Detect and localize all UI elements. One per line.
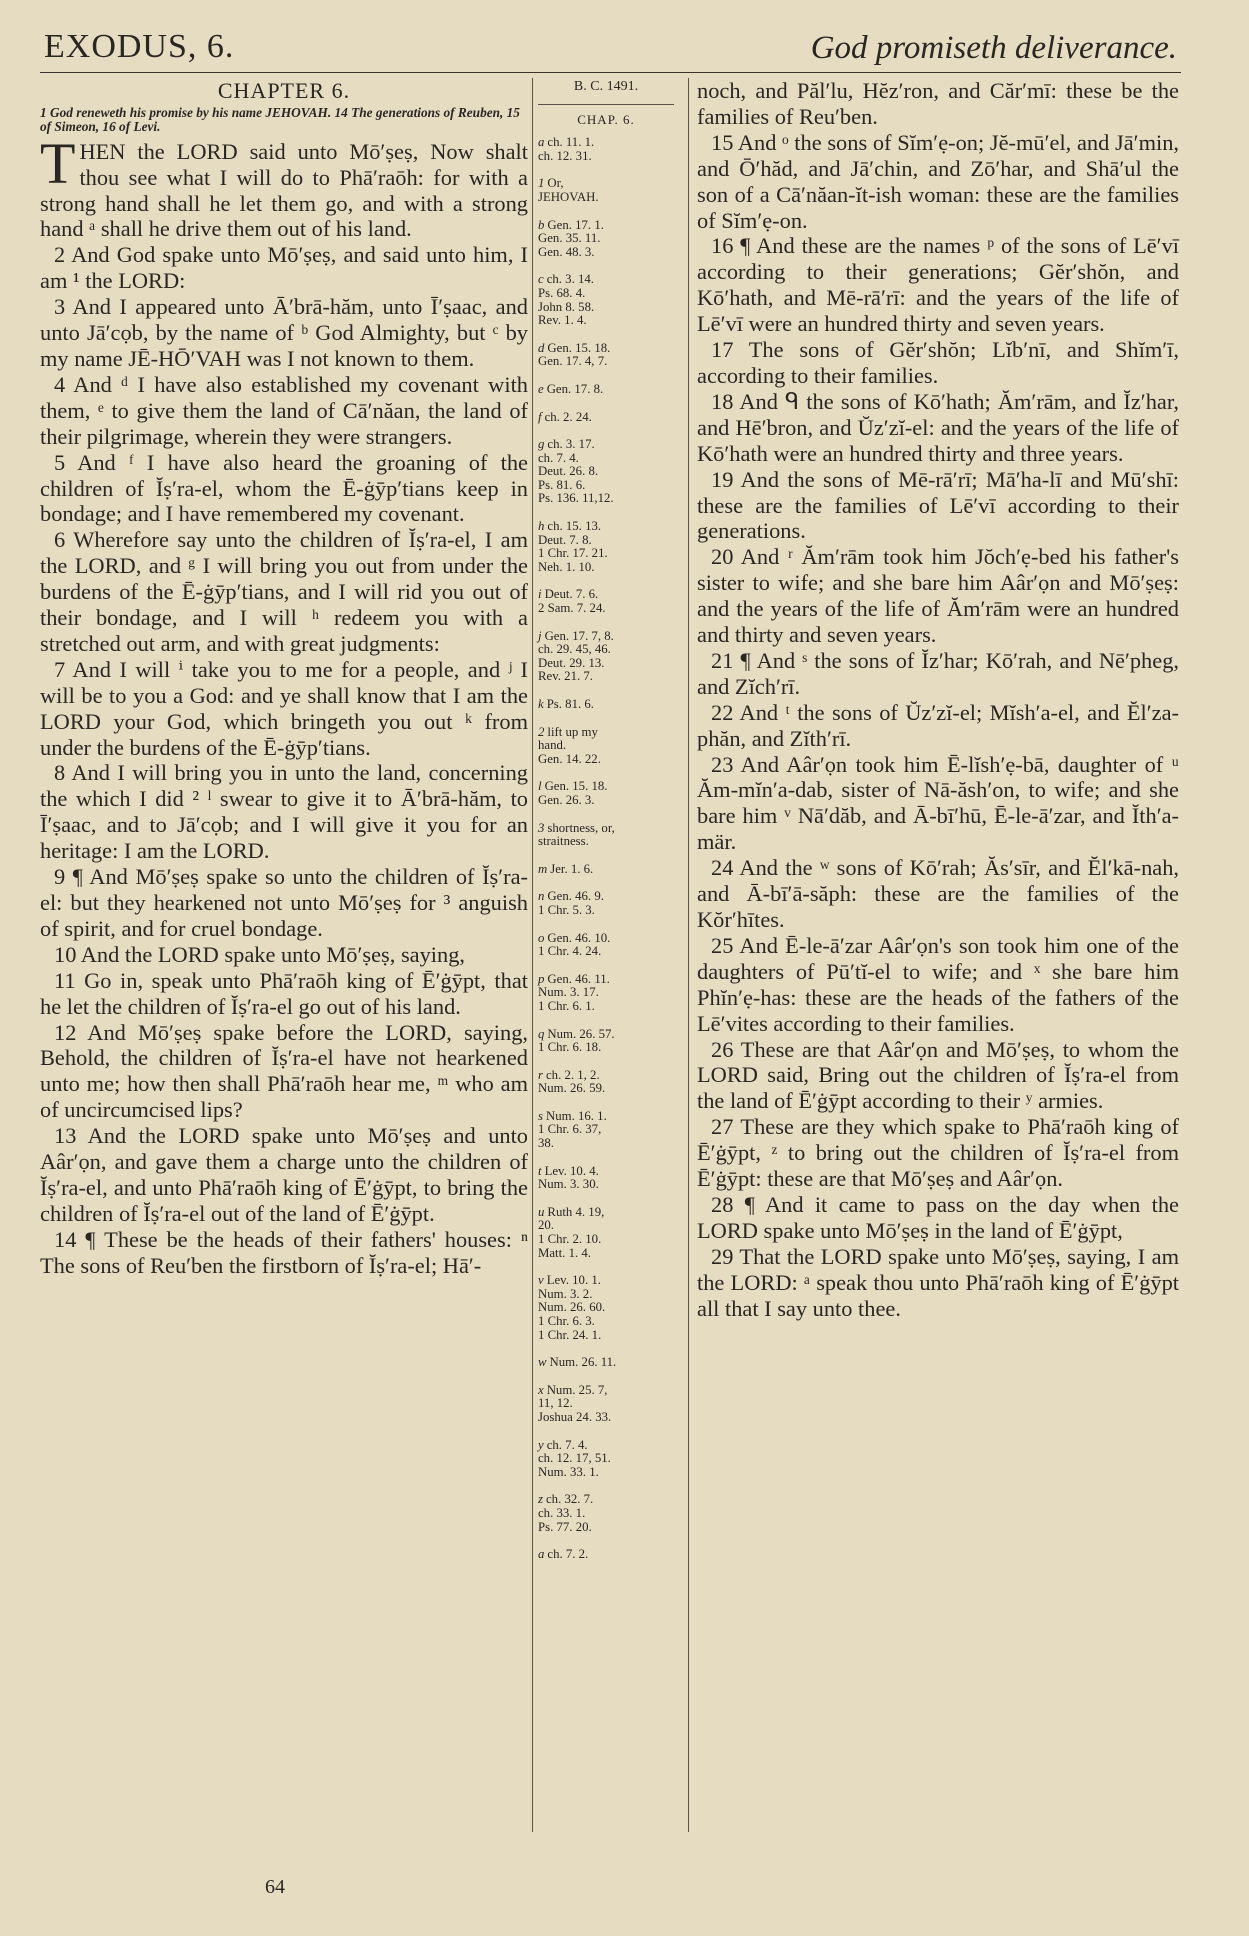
verse-text: 20 And ʳ Ăm′rām took him Jŏch′ẹ-bed his father's sister to wife; and she bare him Aâr′ọn and Mō′ṣeṣ: and the years of the life of Ăm′rām were an hundred and thirty and seven years. xyxy=(697,544,1179,648)
note-mark: 1 xyxy=(538,176,545,191)
margin-note xyxy=(538,890,674,917)
verse-text: 27 These are they which spake to Phā′raōh king of Ē′ġȳpt, ᶻ to bring out the children of Ĭṣ′ra-el from Ē′ġȳpt: these are that Mō′ṣeṣ and Aâr′ọn. xyxy=(697,1114,1179,1192)
verse-text: 13 And the LORD spake unto Mō′ṣeṣ and unto Aâr′ọn, and gave them a charge unto the children of Ĭṣ′ra-el, and unto Phā′raōh king of Ē′ġȳpt, to bring the children of Ĭṣ′ra-el out of the land of Ē′ġȳpt. xyxy=(40,1123,528,1226)
verse xyxy=(40,450,528,528)
margin-note xyxy=(538,1110,674,1151)
verse xyxy=(40,864,528,942)
verse-text: 7 And I will ⁱ take you to me for a people, and ʲ I will be to you a God: and ye shall know that I am the LORD your God, which bringeth you out ᵏ from under the burdens of the Ē-ġȳp′tians. xyxy=(40,656,528,760)
margin-references xyxy=(538,80,674,1576)
left-text-column xyxy=(40,78,528,1279)
verse-text: 9 ¶ And Mō′ṣeṣ spake so unto the children of Ĭṣ′ra-el: but they hearkened not unto Mō′ṣeṣ for ³ anguish of spirit, and for cruel bondage. xyxy=(40,864,528,941)
note-mark: p xyxy=(538,971,545,986)
verse-text: noch, and Păl′lu, Hĕz′ron, and Căr′mī: these be the families of Reu′ben. xyxy=(697,78,1179,129)
note-mark: b xyxy=(538,217,545,232)
verse xyxy=(40,527,528,657)
note-reference: Deut. 7. 6. 2 Sam. 7. 24. xyxy=(538,587,606,616)
note-reference: Jer. 1. 6. xyxy=(550,861,594,876)
margin-note xyxy=(538,438,674,506)
verse-text: 3 And I appeared unto Ā′brā-hăm, unto Ī′ṣaac, and unto Jā′cọb, by the name of ᵇ God Almighty, but ᶜ by my name JĒ-HŌ′VAH was I not known to them. xyxy=(40,294,528,371)
verse-text: 19 And the sons of Mē-rā′rī; Mā′ha-lī and Mū′shī: these are the families of Lē′vī according to their generations. xyxy=(697,466,1179,544)
note-reference: Num. 16. 1. 1 Chr. 6. 37, 38. xyxy=(538,1108,607,1151)
verse xyxy=(697,752,1179,856)
note-reference: Lev. 10. 4. Num. 3. 30. xyxy=(538,1163,599,1192)
note-mark: x xyxy=(538,1382,544,1397)
note-reference: Num. 26. 57. 1 Chr. 6. 18. xyxy=(538,1026,615,1055)
margin-note xyxy=(538,780,674,807)
note-mark: z xyxy=(538,1492,543,1507)
verse-text: 24 And the ʷ sons of Kō′rah; Ăs′sīr, and Ĕl′kā-nah, and Ā-bī′ā-săph: these are the families of the Kŏr′hītes. xyxy=(697,855,1179,932)
note-reference: ch. 2. 1, 2. Num. 26. 59. xyxy=(538,1067,606,1096)
note-mark: n xyxy=(538,889,545,904)
verse-text: 2 And God spake unto Mō′ṣeṣ, and said unto him, I am ¹ the LORD: xyxy=(40,242,528,294)
note-mark: e xyxy=(538,381,544,396)
margin-note xyxy=(538,726,674,767)
verse-text: 12 And Mō′ṣeṣ spake before the LORD, saying, Behold, the children of Ĭṣ′ra-el have not hearkened unto me; how then shall Phā′raōh hear me, ᵐ who am of uncircumcised lips? xyxy=(40,1019,528,1123)
note-reference: ch. 7. 4. ch. 12. 17, 51. Num. 33. 1. xyxy=(538,1437,611,1479)
margin-note xyxy=(538,1356,674,1370)
verse-text: 25 And Ē-le-ā′zar Aâr′ọn's son took him one of the daughters of Pū′tĭ-el to wife; and ˣ she bare him Phĭn′ẹ-has: these are the heads of the fathers of the Lē′vites according to their families. xyxy=(697,932,1179,1036)
note-reference: ch. 11. 1. ch. 12. 31. xyxy=(538,135,595,163)
margin-rule xyxy=(538,104,674,105)
note-reference: Gen. 17. 1. Gen. 35. 11. Gen. 48. 3. xyxy=(538,217,604,259)
note-reference: ch. 3. 14. Ps. 68. 4. John 8. 58. Rev. 1. 4. xyxy=(538,272,595,328)
note-reference: ch. 7. 2. xyxy=(547,1547,589,1562)
verse xyxy=(697,855,1179,933)
note-reference: Ps. 81. 6. xyxy=(546,697,594,711)
verse xyxy=(40,130,528,243)
note-mark: a xyxy=(538,1547,545,1562)
note-mark: m xyxy=(538,861,548,876)
verse-text: HEN the LORD said unto Mō′ṣeṣ, Now shalt thou see what I will do to Phā′raōh: for with a strong hand shall he let them go, and with a strong hand ᵃ shall he drive them out of his land. xyxy=(40,138,528,242)
margin-note xyxy=(538,588,674,615)
note-reference: Gen. 15. 18. Gen. 17. 4, 7. xyxy=(538,340,611,369)
verse xyxy=(697,389,1179,467)
note-reference: ch. 2. 24. xyxy=(544,409,592,424)
verse-text: 15 And ᵒ the sons of Sĭm′ẹ-on; Jĕ-mū′el, and Jā′min, and Ō′hăd, and Jā′chin, and Zō′har, and Shā′ul the son of a Cā′năan-ĭt-ish woman: these are the families of Sĭm′ẹ-on. xyxy=(697,129,1179,233)
verse-text: 17 The sons of Gĕr′shŏn; Lĭb′nī, and Shĭm′ī, according to their families. xyxy=(697,337,1179,388)
note-mark: w xyxy=(538,1355,547,1370)
verse-text: 23 And Aâr′ọn took him Ē-lĭsh′ẹ-bā, daughter of ᵘ Ăm-mĭn′a-dab, sister of Nā-ăsh′on, to wife; and she bare him ᵛ Nā′dăb, and Ā-bī′hū, Ē-le-ā′zar, and Ĭth′a-mär. xyxy=(697,751,1179,855)
verse-text: 28 ¶ And it came to pass on the day when the LORD spake unto Mō′ṣeṣ in the land of Ē′ġȳpt, xyxy=(697,1191,1179,1243)
margin-note-list xyxy=(538,136,674,1562)
note-reference: Num. 25. 7, 11, 12. Joshua 24. 33. xyxy=(538,1382,612,1424)
note-mark: a xyxy=(538,135,545,150)
note-mark: v xyxy=(538,1273,544,1288)
verse-text: 16 ¶ And these are the names ᵖ of the sons of Lē′vī according to their generations; Gĕr′shŏn, and Kō′hath, and Mē-rā′rī: and the years of the life of Lē′vī were an hundred thirty and seven years. xyxy=(697,233,1179,337)
verse xyxy=(40,1227,528,1279)
margin-note xyxy=(538,383,674,397)
margin-note xyxy=(538,1274,674,1342)
note-mark: t xyxy=(538,1163,542,1178)
note-reference: Gen. 15. 18. Gen. 26. 3. xyxy=(538,779,608,807)
note-mark: c xyxy=(538,272,544,287)
chapter-title: CHAPTER 6. xyxy=(217,78,351,103)
verse xyxy=(697,1244,1179,1322)
running-title: God promiseth deliverance. xyxy=(810,30,1177,66)
verse xyxy=(697,467,1179,545)
margin-note xyxy=(538,520,674,574)
margin-note xyxy=(538,342,674,369)
verse xyxy=(697,78,1179,130)
right-verse-list xyxy=(697,78,1179,1322)
verse-text: 18 And ᑫ the sons of Kō′hath; Ăm′rām, and Ĭz′har, and Hē′bron, and Ŭz′zĭ-el: and the years of the life of Kō′hath were an hundred thirty and three years. xyxy=(697,388,1179,466)
margin-note xyxy=(538,273,674,327)
verse xyxy=(697,1114,1179,1192)
header-rule xyxy=(40,72,1181,73)
margin-note xyxy=(538,1165,674,1192)
verse-text: 4 And ᵈ I have also established my covenant with them, ᵉ to give them the land of Cā′năan, the land of their pilgrimage, wherein they were strangers. xyxy=(40,371,528,449)
note-mark: q xyxy=(538,1026,545,1041)
note-reference: Or, JEHOVAH. xyxy=(538,176,599,204)
column-divider-right xyxy=(688,78,689,1832)
note-mark: o xyxy=(538,930,545,945)
verse xyxy=(40,942,528,968)
verse xyxy=(40,657,528,761)
verse xyxy=(697,700,1179,752)
note-mark: 3 xyxy=(538,820,545,835)
margin-note xyxy=(538,1069,674,1096)
margin-note xyxy=(538,822,674,849)
verse xyxy=(40,294,528,372)
note-reference: Gen. 46. 11. Num. 3. 17. 1 Chr. 6. 1. xyxy=(538,971,610,1013)
verse-text: 5 And ᶠ I have also heard the groaning of the children of Ĭṣ′ra-el, whom the Ē-ġȳp′tians keep in bondage; and I have remembered my covenant. xyxy=(40,449,528,527)
note-reference: Gen. 17. 7, 8. ch. 29. 45, 46. Deut. 29. 13. Rev. 21. 7. xyxy=(538,628,614,684)
note-mark: d xyxy=(538,340,545,355)
margin-note xyxy=(538,1206,674,1260)
verse xyxy=(697,1037,1179,1115)
verse-text: 8 And I will bring you in unto the land, concerning the which I did ² ˡ swear to give it to Ā′brā-hăm, to Ī′ṣaac, and to Jā′cọb; and I will give it you for an heritage: I am the LORD. xyxy=(40,760,528,864)
note-reference: Num. 26. 11. xyxy=(549,1355,617,1370)
verse-text: 11 Go in, speak unto Phā′raōh king of Ē′ġȳpt, that he let the children of Ĭṣ′ra-el go out of his land. xyxy=(40,967,528,1019)
chapter-summary: 1 God reneweth his promise by his name JEHOVAH. 14 The generations of Reuben, 15 of Simeon, 16 of Levi. xyxy=(40,104,520,135)
verse xyxy=(697,648,1179,700)
column-divider-left xyxy=(532,78,533,1832)
note-reference: Gen. 46. 10. 1 Chr. 4. 24. xyxy=(538,930,611,959)
note-mark: h xyxy=(538,519,545,534)
note-mark: r xyxy=(538,1067,543,1082)
verse-text: 26 These are that Aâr′ọn and Mō′ṣeṣ, to whom the LORD said, Bring out the children of Ĭṣ′ra-el from the land of Ē′ġȳpt according to their ʸ armies. xyxy=(697,1036,1179,1114)
note-mark: k xyxy=(538,697,544,711)
note-mark: g xyxy=(538,437,545,452)
margin-note xyxy=(538,1028,674,1055)
note-reference: Gen. 17. 8. xyxy=(546,381,604,396)
verse-text: 14 ¶ These be the heads of their fathers' houses: ⁿ The sons of Reu′ben the firstborn of Ĭṣ′ra-el; Hā′- xyxy=(40,1226,528,1278)
left-verse-list xyxy=(40,130,528,1279)
note-reference: ch. 15. 13. Deut. 7. 8. 1 Chr. 17. 21. Neh. 1. 10. xyxy=(538,519,608,574)
note-reference: Gen. 46. 9. 1 Chr. 5. 3. xyxy=(538,889,604,917)
note-mark: 2 xyxy=(538,724,545,739)
margin-note xyxy=(538,932,674,959)
page-number: 64 xyxy=(265,1876,285,1898)
right-text-column xyxy=(697,78,1179,1322)
margin-note xyxy=(538,863,674,877)
note-mark: j xyxy=(538,628,542,643)
note-reference: Ruth 4. 19, 20. 1 Chr. 2. 10. Matt. 1. 4. xyxy=(538,1204,605,1260)
margin-note xyxy=(538,1548,674,1562)
chapter-label: CHAP. 6. xyxy=(577,111,635,127)
drop-cap: T xyxy=(40,130,76,196)
note-mark: f xyxy=(538,409,542,424)
note-reference: ch. 32. 7. ch. 33. 1. Ps. 77. 20. xyxy=(538,1492,594,1534)
note-reference: lift up my hand. Gen. 14. 22. xyxy=(538,724,601,766)
verse-text: 6 Wherefore say unto the children of Ĭṣ′ra-el, I am the LORD, and ᵍ I will bring you out from under the burdens of the Ē-ġȳp′tians, and I will rid you out of their bondage, and I will ʰ redeem you with a stretched out arm, and with great judgments: xyxy=(40,527,528,656)
margin-note xyxy=(538,219,674,260)
margin-note xyxy=(538,177,674,204)
verse xyxy=(40,1020,528,1124)
note-mark: y xyxy=(538,1437,544,1452)
verse xyxy=(40,760,528,864)
note-mark: s xyxy=(538,1108,543,1123)
note-reference: shortness, or, straitness. xyxy=(538,820,615,849)
verse-text: 22 And ᵗ the sons of Ŭz′zĭ-el; Mĭsh′a-el, and Ĕl′za-phăn, and Zĭth′rī. xyxy=(697,699,1179,751)
margin-note xyxy=(538,698,674,712)
margin-note xyxy=(538,630,674,684)
note-mark: i xyxy=(538,587,542,602)
note-reference: Lev. 10. 1. Num. 3. 2. Num. 26. 60. 1 Chr. 6. 3. 1 Chr. 24. 1. xyxy=(538,1273,606,1342)
margin-note xyxy=(538,136,674,163)
verse xyxy=(40,372,528,450)
verse xyxy=(40,1123,528,1227)
margin-note xyxy=(538,1439,674,1480)
note-mark: l xyxy=(538,779,542,794)
verse xyxy=(697,933,1179,1037)
verse xyxy=(697,1192,1179,1244)
verse-text: 10 And the LORD spake unto Mō′ṣeṣ, saying, xyxy=(54,941,466,967)
margin-note xyxy=(538,411,674,425)
verse xyxy=(697,130,1179,234)
verse-text: 29 That the LORD spake unto Mō′ṣeṣ, saying, I am the LORD: ᵃ speak thou unto Phā′raōh king of Ē′ġȳpt all that I say unto thee. xyxy=(697,1243,1179,1321)
note-mark: u xyxy=(538,1204,545,1219)
margin-note xyxy=(538,973,674,1014)
verse xyxy=(697,544,1179,648)
verse xyxy=(697,233,1179,337)
verse xyxy=(40,242,528,294)
verse xyxy=(40,968,528,1020)
margin-note xyxy=(538,1384,674,1425)
margin-note xyxy=(538,1493,674,1534)
verse xyxy=(697,337,1179,389)
year-label: B. C. 1491. xyxy=(573,79,639,94)
book-chapter-heading: EXODUS, 6. xyxy=(44,28,235,65)
note-reference: ch. 3. 17. ch. 7. 4. Deut. 26. 8. Ps. 81. 6. Ps. 136. 11,12. xyxy=(538,437,614,506)
verse-text: 21 ¶ And ˢ the sons of Ĭz′har; Kō′rah, and Nē′pheg, and Zĭch′rī. xyxy=(697,647,1179,699)
